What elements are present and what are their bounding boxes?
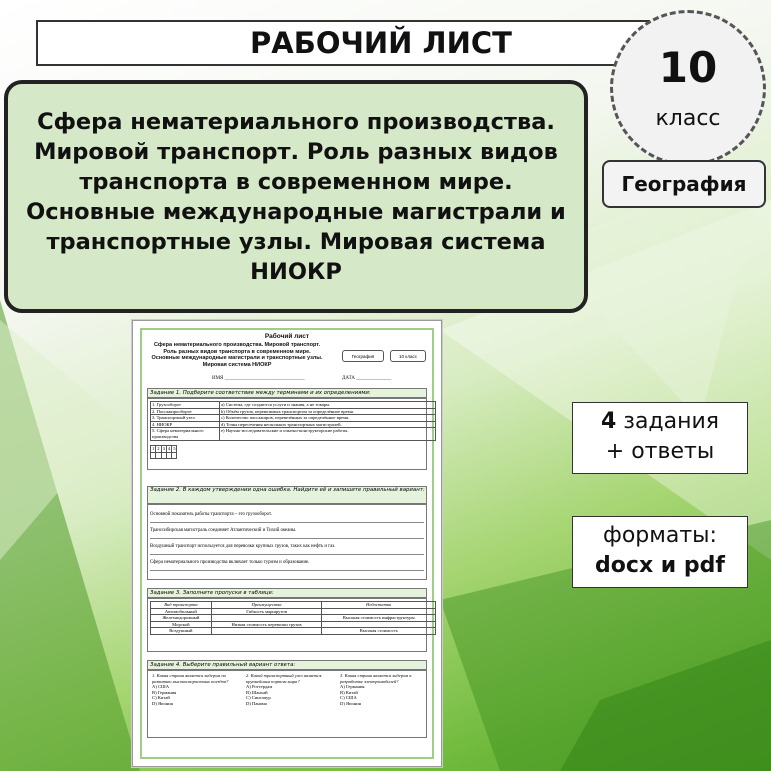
worksheet-preview bbox=[132, 320, 442, 767]
formats-value: docx и pdf bbox=[595, 553, 725, 578]
worksheet-subtitle-3: Основные международные магистрали и транспортные узлы. bbox=[151, 355, 323, 361]
answers-text: + ответы bbox=[605, 439, 715, 464]
table-row: Автомобильный Гибкость маршрутов bbox=[151, 608, 436, 615]
task4-question-2: 2. Какой транспортный узел является крупнейшим портом мира? A) Роттердам B) Шанхай C) Сингапур D) Панама bbox=[246, 673, 322, 706]
date-label: ДАТА ______________ bbox=[342, 376, 392, 381]
table-row: 1. Грузооборот a) Система, где создаются услуги и знания, а не товары. bbox=[151, 402, 436, 409]
table-row: Железнодорожный Высокая стоимость инфраструктуры bbox=[151, 615, 436, 622]
task2-statement-3: Воздушный транспорт используется для перевозки крупных грузов, таких как нефть и газ. bbox=[150, 544, 336, 549]
table-row: Воздушный Высокая стоимость bbox=[151, 628, 436, 635]
table-row: Морской Низкая стоимость перевозки грузов bbox=[151, 621, 436, 628]
task2-statement-2: Транссибирская магистраль соединяет Атлантический и Тихий океаны. bbox=[150, 528, 297, 533]
subject-badge: География bbox=[602, 160, 766, 208]
worksheet-grade-tag: 10 класс bbox=[390, 350, 426, 362]
formats-label: форматы: bbox=[603, 523, 717, 548]
worksheet-subtitle-1: Сфера нематериального производства. Мировой транспорт. bbox=[153, 342, 321, 348]
answer-line bbox=[150, 522, 424, 523]
task2-statement-1: Основной показатель работы транспорта – это грузооборот. bbox=[150, 512, 272, 517]
task3-frame bbox=[147, 598, 427, 652]
name-label: ИМЯ ________________________________ bbox=[212, 376, 305, 381]
table-row: 2. Пассажирооборот b) Объём грузов, перевозимых транспортом за определённое время. bbox=[151, 408, 436, 415]
task1-answer-grid: 1 2 3 4 5 bbox=[150, 445, 177, 459]
topic-box bbox=[4, 80, 588, 313]
task4-heading: Задание 4. Выберите правильный вариант ответа: bbox=[147, 660, 427, 670]
task2-heading: Задание 2. В каждом утверждении одна ошибка. Найдите её и запишите правильный вариант: bbox=[147, 486, 427, 504]
grade-number: 10 bbox=[658, 43, 718, 92]
worksheet-title: Рабочий лист bbox=[264, 333, 310, 340]
topic-text: Сфера нематериального производства. Мировой транспорт. Роль разных видов транспорта в современном мире. Основные международные магистрали и транспортные узлы. Мировая система НИОКР bbox=[26, 108, 566, 285]
task2-statement-4: Сфера нематериального производства включает только туризм и образование. bbox=[150, 560, 310, 565]
worksheet-subject-tag: География bbox=[342, 350, 384, 362]
table-header-row: Вид транспорта Преимущества Недостатки bbox=[151, 602, 436, 609]
table-row: 4. НИОКР d) Точка пересечения нескольких транспортных магистралей. bbox=[151, 421, 436, 428]
task1-heading: Задание 1. Подберите соответствие между терминами и их определениями: bbox=[147, 388, 427, 398]
task1-frame bbox=[147, 398, 427, 470]
worksheet-subtitle-4: Мировая система НИОКР bbox=[202, 361, 272, 368]
grade-label: класс bbox=[655, 106, 721, 131]
task3-heading: Задание 3. Заполните пропуски в таблице: bbox=[147, 588, 427, 598]
answer-line bbox=[150, 570, 424, 571]
table-row: 3. Транспортный узел c) Количество пассажиров, перевезённых за определённое время. bbox=[151, 415, 436, 422]
task4-question-3: 3. Какая страна является лидером в разработке электромобилей? A) Германия B) Китай C) США D) Япония bbox=[340, 673, 412, 706]
task3-table bbox=[150, 601, 436, 635]
task1-table bbox=[150, 401, 436, 441]
worksheet-subtitle-2: Роль разных видов транспорта в современном мире. bbox=[163, 348, 311, 355]
tasks-count: 4 bbox=[600, 409, 617, 434]
grade-badge bbox=[610, 10, 766, 166]
answer-line bbox=[150, 538, 424, 539]
tasks-text: задания bbox=[623, 409, 720, 434]
answer-line bbox=[150, 554, 424, 555]
task4-question-1: 1. Какая страна является лидером по развитию высокоскоростных поездов? A) США B) Германия C) Китай D) Япония bbox=[152, 673, 229, 706]
worksheet-frame bbox=[140, 328, 434, 759]
tasks-info-box bbox=[572, 402, 748, 474]
table-row: 5. Сфера нематериального производства e) Научно-исследовательские и опытно-конструкторские работы. bbox=[151, 428, 436, 440]
formats-info-box bbox=[572, 516, 748, 588]
page-title: РАБОЧИЙ ЛИСТ bbox=[36, 20, 726, 66]
